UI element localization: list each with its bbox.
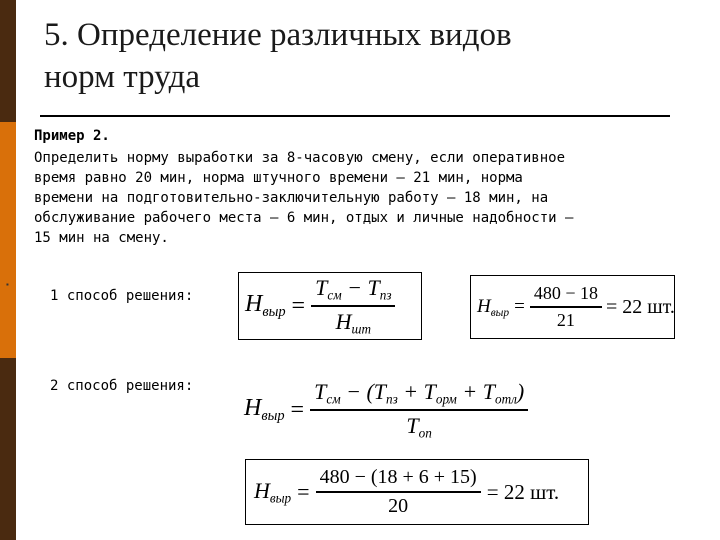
task-line: времени на подготовительно-заключительную работу – 18 мин, на <box>34 190 549 206</box>
formula-numeric-2 <box>245 459 589 525</box>
fraction: $\frac{480 - 18}{21}$ <box>530 283 602 331</box>
method1-label: 1 способ решения: <box>50 288 194 304</box>
bullet-dot: ▪ <box>6 280 9 289</box>
symbol-H: $H_{выр}$ <box>254 477 292 506</box>
fraction: $\frac{480 - (18 + 6 + 15)}{20}$ <box>316 466 481 518</box>
accent-bar-top <box>0 0 16 122</box>
task-line: 15 мин на смену. <box>34 230 169 246</box>
formula-numeric-1 <box>470 275 675 339</box>
accent-bar-bottom <box>0 358 16 540</box>
equals-sign: = <box>297 479 310 504</box>
equals-sign: = <box>291 292 306 319</box>
formula-general-1 <box>238 272 422 340</box>
method2-label: 2 способ решения: <box>50 378 194 394</box>
symbol-H: $H_{выр}$ <box>244 394 285 425</box>
title-underline <box>40 115 670 117</box>
task-line: время равно 20 мин, норма штучного времени – 21 мин, норма <box>34 170 523 186</box>
result: = 22 шт. <box>605 295 675 318</box>
fraction: $\frac{T_{см} - T_{пз}}{H_{шт}}$ <box>311 275 395 338</box>
example-heading: Пример 2. <box>34 128 110 144</box>
title-line-1: 5. Определение различных видов <box>44 17 512 53</box>
symbol-H: $H_{выр}$ <box>245 290 286 321</box>
equals-sign: = <box>290 396 305 423</box>
fraction: $T_{см} - (T_{пз} + T_{орм} + T_{отл})$ $T_{оп}$ <box>310 379 528 442</box>
result: = 22 шт. <box>486 479 560 504</box>
task-line: обслуживание рабочего места – 6 мин, отдых и личные надобности – <box>34 210 574 226</box>
slide-title <box>44 14 664 98</box>
accent-bar-middle <box>0 122 16 358</box>
task-text <box>34 148 674 248</box>
formula-general-2 <box>244 372 574 448</box>
symbol-H: $H_{выр}$ <box>477 295 510 319</box>
equals-sign: = <box>514 296 525 317</box>
task-line: Определить норму выработки за 8-часовую смену, если оперативное <box>34 150 566 166</box>
title-line-2: норм труда <box>44 59 201 95</box>
